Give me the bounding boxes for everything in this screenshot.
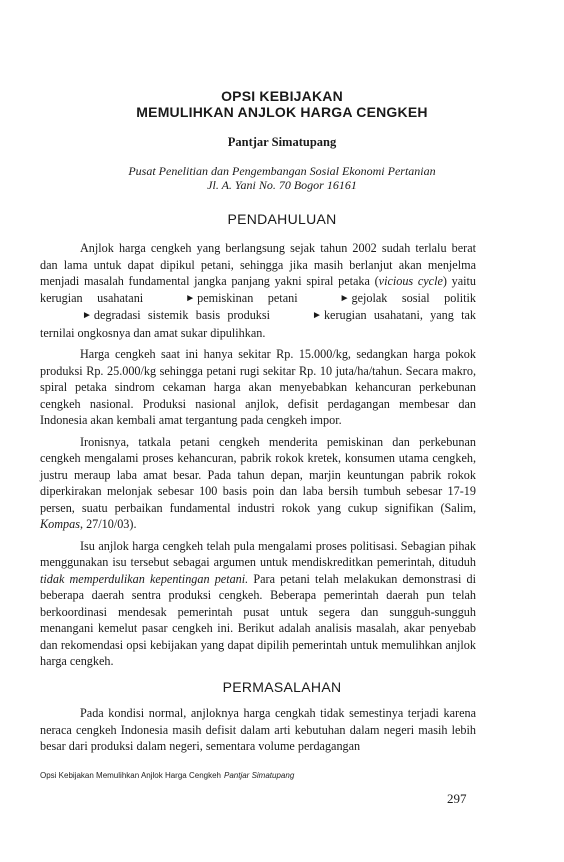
intro-paragraph-3 (40, 434, 476, 533)
introduction-body (40, 240, 476, 675)
footer-author: Pantjar Simatupang (224, 771, 295, 780)
intro-p4-text-b: Para petani telah melakukan demonstrasi di beberapa daerah sentra produksi cengkeh. Beberapa pemerintah daerah pun telah berkoordinasi mendesak pemerintah pusat untuk segera dan sungguh-sungguh menangani kemelut pasar cengkeh ini. Berikut adalah analisis masalah, akar penyebab dan rekomendasi opsi kebijakan yang dapat dipilih pemerintah untuk memulihkan anjlok harga cengkeh. (40, 571, 476, 668)
problem-body (40, 705, 476, 760)
intro-p4-italic: tidak memperdulikan kepentingan petani. (40, 571, 249, 586)
intro-p1-text-e: degradasi sistemik basis produksi (93, 308, 271, 322)
problem-paragraph-1: Pada kondisi normal, anjloknya harga cengkah tidak semestinya terjadi karena neraca cengkeh Indonesia masih defisit dalam arti kebutuhan dalam negeri masih lebih besar dari produksi dalam negeri, sementara volume perdagangan (40, 706, 476, 753)
affiliation-line2: Jl. A. Yani No. 70 Bogor 16161 (207, 178, 357, 192)
arrow-right-icon: ► (312, 310, 322, 321)
document-title-line2: MEMULIHKAN ANJLOK HARGA CENGKEH (136, 104, 428, 120)
arrow-right-icon: ► (82, 310, 92, 321)
affiliation-line1: Pusat Penelitian dan Pengembangan Sosial Ekonomi Pertanian (128, 164, 436, 178)
intro-p1-italic: vicious cycle (378, 274, 443, 288)
section-heading-problem: PERMASALAHAN (222, 679, 342, 695)
page-footer (40, 771, 294, 780)
intro-p1-text-f: kerugian usahatani, yang tak ternilai ongkosnya dan amat sukar dipulihkan. (40, 308, 476, 340)
intro-p3-italic: Kompas (40, 517, 80, 531)
author-name: Pantjar Simatupang (227, 135, 337, 149)
arrow-right-icon: ► (185, 292, 196, 304)
intro-p3-text-b: , 27/10/03). (79, 517, 137, 531)
intro-paragraph-1 (40, 240, 476, 341)
intro-p3-text-a: Ironisnya, tatkala petani cengkeh menderita pemiskinan dan perkebunan cengkeh mengalami proses kehancuran, pabrik rokok kretek, konsumen utama cengkeh, justru meraup laba amat besar. Pada tahun depan, marjin keuntungan pabrik rokok diperkirakan melonjak sebesar 100 basis poin dan laba bersih tumbuh sebesar 17-19 persen, suatu perbaikan fundamental industri rokok yang cukup signifikan (Salim, (40, 434, 476, 515)
intro-p4-text-a: Isu anjlok harga cengkeh telah pula mengalami proses politisasi. Sebagian pihak menggunakan isu tersebut sebagai argumen untuk mendiskreditkan pemerintah, dituduh (40, 538, 476, 569)
intro-paragraph-2: Harga cengkeh saat ini hanya sekitar Rp. 15.000/kg, sedangkan harga pokok produksi Rp. 25.000/kg sehingga petani rugi sekitar Rp. 10 juta/ha/tahun. Secara makro, spiral petaka sindrom cekaman harga akan menyebabkan kehancuran perkebunan cengkeh nasional. Produksi nasional anjlok, defisit perdagangan membesar dan Indonesia akan kembali amat tergantung pada cengkeh impor. (40, 347, 476, 427)
footer-journal-title: Opsi Kebijakan Memulihkan Anjlok Harga Cengkeh (40, 771, 221, 780)
section-heading-introduction: PENDAHULUAN (227, 211, 337, 227)
intro-p1-text-a: Anjlok harga cengkeh yang berlangsung sejak tahun 2002 sudah terlalu berat dan lama untuk dapat dipikul petani, sehingga jika masih berlanjut akan menjelma menjadi masalah fundamental jangka panjang yakni spiral petaka ( (40, 241, 476, 288)
document-title-line1: OPSI KEBIJAKAN (221, 88, 343, 104)
intro-paragraph-4 (40, 538, 476, 670)
page-number: 297 (447, 791, 467, 806)
arrow-right-icon: ► (339, 292, 350, 304)
intro-p1-text-b: ) yaitu kerugian usahatani (40, 274, 477, 305)
intro-p1-text-c: pemiskinan petani (197, 290, 298, 305)
intro-p1-text-d: gejolak sosial politik (351, 290, 476, 305)
